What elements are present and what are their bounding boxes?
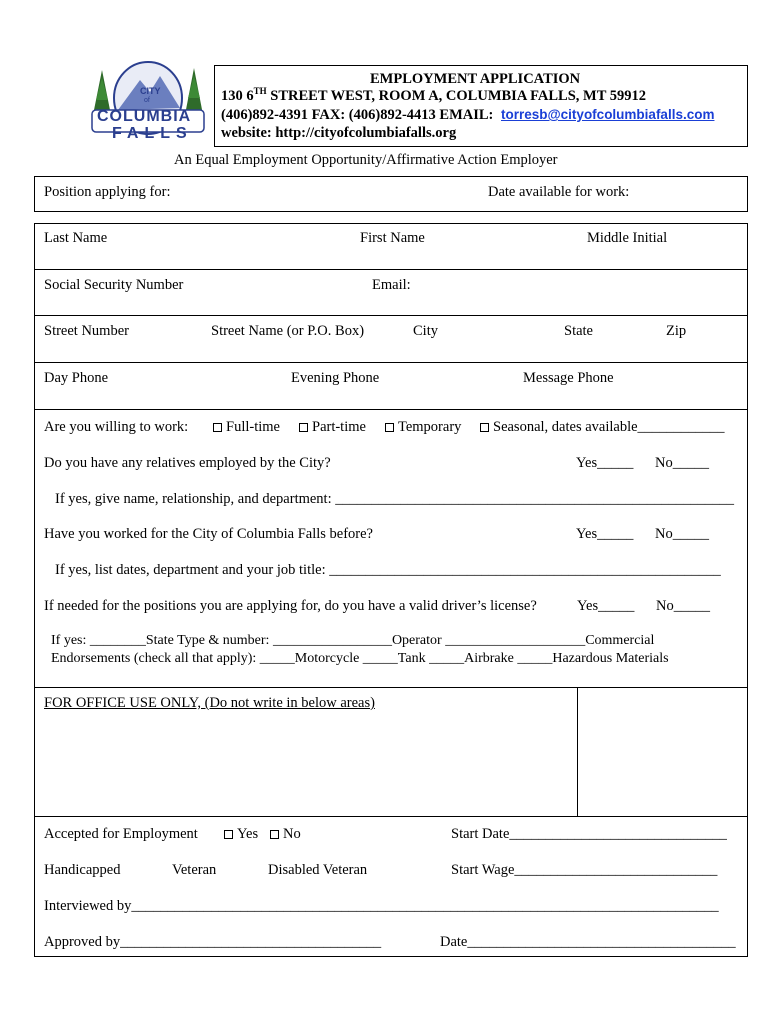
evening-phone-label: Evening Phone [291, 370, 380, 386]
office-divider [577, 687, 578, 816]
start-wage-field[interactable]: Start Wage____________________________ [451, 862, 718, 878]
street-name-label: Street Name (or P.O. Box) [211, 323, 365, 339]
option-part-time-label: Part-time [312, 419, 366, 435]
checkbox-part-time[interactable] [299, 423, 308, 432]
email-label: Email: [372, 277, 411, 293]
start-date-field[interactable]: Start Date______________________________ [451, 826, 727, 842]
divider [34, 315, 748, 316]
option-full-time[interactable] [213, 419, 280, 436]
relatives-yes[interactable]: Yes_____ [576, 455, 634, 471]
handicapped-label: Handicapped [44, 862, 121, 878]
worked-yes[interactable]: Yes_____ [576, 526, 634, 542]
divider [34, 687, 748, 688]
accepted-yes-label: Yes [237, 826, 259, 842]
worked-no[interactable]: No_____ [655, 526, 709, 542]
option-part-time[interactable] [299, 419, 366, 436]
last-name-label: Last Name [44, 230, 108, 246]
option-seasonal[interactable] [480, 419, 725, 436]
ssn-label: Social Security Number [44, 277, 184, 293]
state-label: State [564, 323, 593, 339]
approved-by-field[interactable]: Approved by____________________________________ [44, 934, 382, 950]
middle-initial-label: Middle Initial [587, 230, 668, 246]
license-no[interactable]: No_____ [656, 598, 710, 614]
city-logo [88, 50, 208, 150]
divider [34, 409, 748, 410]
accepted-no-label: No [283, 826, 301, 842]
endorsements-line[interactable]: Endorsements (check all that apply): _____Motorcycle _____Tank _____Airbrake _____Hazardous Materials [51, 651, 669, 666]
divider [34, 816, 748, 817]
office-use-heading: FOR OFFICE USE ONLY, (Do not write in below areas) [44, 695, 375, 711]
accepted-yes[interactable] [224, 826, 258, 843]
checkbox-full-time[interactable] [213, 423, 222, 432]
form-title: EMPLOYMENT APPLICATION [370, 71, 581, 87]
date-available-label: Date available for work: [488, 184, 630, 200]
worked-followup[interactable]: If yes, list dates, department and your job title: ______________________________________________________ [55, 562, 721, 578]
address-line [221, 88, 646, 105]
accepted-label: Accepted for Employment [44, 826, 198, 842]
position-label: Position applying for: [44, 184, 171, 200]
checkbox-seasonal[interactable] [480, 423, 489, 432]
main-form-box [34, 223, 748, 957]
city-label: City [413, 323, 438, 339]
street-number-label: Street Number [44, 323, 129, 339]
worked-before-question: Have you worked for the City of Columbia Falls before? [44, 526, 373, 542]
email-link[interactable]: torresb@cityofcolumbiafalls.com [501, 107, 715, 122]
zip-label: Zip [666, 323, 687, 339]
approval-date-field[interactable]: Date_____________________________________ [440, 934, 736, 950]
license-question: If needed for the positions you are applying for, do you have a valid driver’s license? [44, 598, 537, 614]
address-number: 130 6 [221, 88, 254, 104]
phone-line [221, 107, 714, 124]
day-phone-label: Day Phone [44, 370, 109, 386]
checkbox-accepted-yes[interactable] [224, 830, 233, 839]
logo-text-of: of [144, 97, 150, 104]
option-temporary-label: Temporary [398, 419, 462, 435]
license-yes[interactable]: Yes_____ [577, 598, 635, 614]
logo-text-falls: FALLS [112, 125, 193, 142]
veteran-label: Veteran [172, 862, 217, 878]
willing-to-work-label: Are you willing to work: [44, 419, 189, 435]
disabled-veteran-label: Disabled Veteran [268, 862, 368, 878]
checkbox-accepted-no[interactable] [270, 830, 279, 839]
address-rest: STREET WEST, ROOM A, COLUMBIA FALLS, MT 59912 [270, 88, 646, 104]
first-name-label: First Name [360, 230, 425, 246]
relatives-no[interactable]: No_____ [655, 455, 709, 471]
website-line: website: http://cityofcolumbiafalls.org [221, 125, 457, 141]
address-suffix: TH [253, 86, 267, 96]
interviewed-by-field[interactable]: Interviewed by_________________________________________________________________________________ [44, 898, 719, 914]
option-full-time-label: Full-time [226, 419, 280, 435]
logo-text-columbia: COLUMBIA [97, 108, 192, 125]
option-temporary[interactable] [385, 419, 461, 436]
checkbox-temporary[interactable] [385, 423, 394, 432]
logo-text-city: CITY [140, 86, 161, 96]
accepted-no[interactable] [270, 826, 301, 843]
relatives-followup[interactable]: If yes, give name, relationship, and department: _______________________________________________________ [55, 491, 734, 507]
divider [34, 269, 748, 270]
phone-fax: (406)892-4391 FAX: (406)892-4413 EMAIL: [221, 107, 494, 123]
license-details-line[interactable]: If yes: ________State Type & number: _________________Operator ____________________Commercial [51, 633, 655, 648]
relatives-question: Do you have any relatives employed by the City? [44, 455, 331, 471]
eeo-tagline: An Equal Employment Opportunity/Affirmative Action Employer [174, 152, 558, 168]
option-seasonal-label: Seasonal, dates available____________ [493, 419, 725, 435]
divider [34, 362, 748, 363]
message-phone-label: Message Phone [523, 370, 614, 386]
